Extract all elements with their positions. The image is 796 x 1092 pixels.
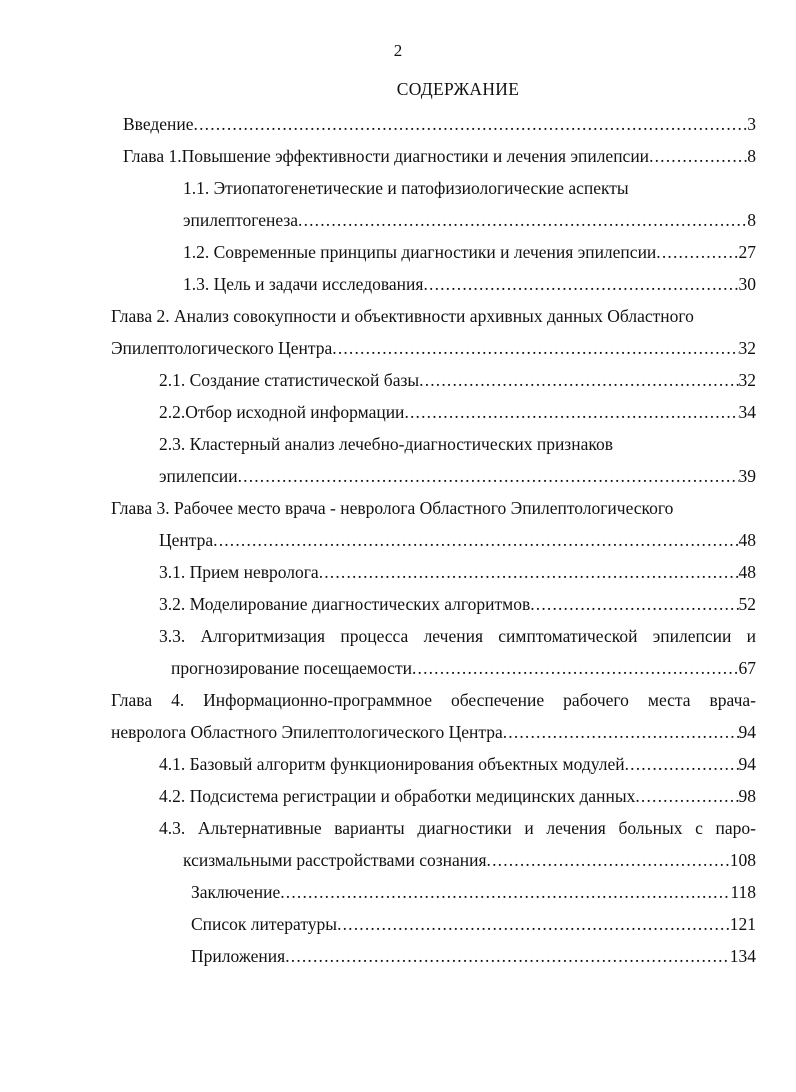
page-number: 2 — [393, 41, 403, 60]
toc-entry-2-2 — [159, 401, 756, 423]
toc-entry-3-3 — [171, 657, 756, 679]
dot-leader — [635, 785, 738, 807]
toc-entry-text: Список литературы — [191, 914, 338, 934]
toc-entry-text: эпилептогенеза — [183, 210, 299, 230]
toc-entry-conclusion — [191, 881, 756, 903]
toc-entry-page: 94 — [738, 722, 756, 742]
dot-leader — [625, 753, 739, 775]
dot-leader — [285, 945, 730, 967]
dot-leader — [423, 273, 738, 295]
toc-entry-2-3-line1: 2.3. Кластерный анализ лечебно-диагностических признаков — [159, 434, 613, 454]
toc-entry-page: 39 — [738, 466, 756, 486]
toc-entry-page: 34 — [738, 402, 756, 422]
dot-leader — [332, 337, 738, 359]
toc-entry-1-1-line1: 1.1. Этиопатогенетические и патофизиологические аспекты — [183, 178, 629, 198]
toc-entry-text: 3.1. Прием невролога — [159, 562, 319, 582]
toc-entry-1-1 — [183, 209, 756, 231]
toc-entry-2-1 — [159, 369, 756, 391]
dot-leader — [194, 113, 748, 135]
toc-entry-3-1 — [159, 561, 756, 583]
toc-entry-text: 2.1. Создание статистической базы — [159, 370, 420, 390]
toc-entry-page: 52 — [738, 594, 756, 614]
toc-entry-chapter-3 — [159, 529, 756, 551]
toc-entry-chapter-2-line1: Глава 2. Анализ совокупности и объективности архивных данных Областного — [111, 306, 694, 326]
toc-entry-text: Введение — [123, 114, 194, 134]
toc-entry-chapter-1 — [123, 145, 756, 167]
toc-entry-text: Приложения — [191, 946, 286, 966]
toc-entry-text: прогнозирование посещаемости — [171, 658, 412, 678]
toc-entry-text: 1.2. Современные принципы диагностики и лечения эпилепсии — [183, 242, 657, 262]
dot-leader — [319, 561, 739, 583]
toc-entry-page: 121 — [729, 914, 756, 934]
toc-entry-4-3 — [183, 849, 756, 871]
toc-entry-page: 48 — [738, 530, 756, 550]
toc-entry-1-3 — [183, 273, 756, 295]
toc-entry-page: 32 — [738, 338, 756, 358]
toc-entry-page: 118 — [730, 882, 756, 902]
toc-entry-1-2 — [183, 241, 756, 263]
dot-leader — [238, 465, 739, 487]
dot-leader — [656, 241, 738, 263]
toc-entry-chapter-3-line1: Глава 3. Рабочее место врача - невролога Областного Эпилептологического — [111, 498, 674, 518]
toc-entry-chapter-4 — [111, 721, 756, 743]
toc-entry-text: 4.1. Базовый алгоритм функционирования объектных модулей — [159, 754, 625, 774]
toc-entry-page: 67 — [738, 658, 756, 678]
toc-entry-page: 94 — [738, 754, 756, 774]
toc-entry-text: невролога Областного Эпилептологического Центра — [111, 722, 503, 742]
toc-entry-text: 1.3. Цель и задачи исследования — [183, 274, 424, 294]
toc-entry-page: 30 — [738, 274, 756, 294]
toc-entry-4-3-line1: 4.3. Альтернативные варианты диагностики и лечения больных с паро- — [159, 818, 756, 838]
toc-entry-text: эпилепсии — [159, 466, 238, 486]
toc-entry-chapter-4-line1: Глава 4. Информационно-программное обеспечение рабочего места врача- — [111, 690, 756, 710]
dot-leader — [412, 657, 739, 679]
toc-entry-page: 8 — [747, 210, 756, 230]
toc-entry-intro — [123, 113, 756, 135]
dot-leader — [213, 529, 738, 551]
dot-leader — [298, 209, 747, 231]
toc-entry-page: 108 — [729, 850, 756, 870]
toc-entry-text: Центра — [159, 530, 214, 550]
toc-entry-2-3 — [159, 465, 756, 487]
toc-entry-chapter-2 — [111, 337, 756, 359]
toc-entry-page: 3 — [747, 114, 756, 134]
dot-leader — [280, 881, 730, 903]
dot-leader — [337, 913, 730, 935]
dot-leader — [419, 369, 738, 391]
toc-entry-3-3-line1: 3.3. Алгоритмизация процесса лечения симптоматической эпилепсии и — [159, 626, 756, 646]
toc-entry-4-2 — [159, 785, 756, 807]
toc-entry-text: Эпилептологического Центра — [111, 338, 333, 358]
toc-entry-3-2 — [159, 593, 756, 615]
toc-entry-4-1 — [159, 753, 756, 775]
toc-entry-text: Заключение — [191, 882, 281, 902]
toc-entry-page: 27 — [738, 242, 756, 262]
dot-leader — [487, 849, 730, 871]
toc-entry-text: ксизмальными расстройствами сознания — [183, 850, 487, 870]
toc-entry-page: 134 — [729, 946, 756, 966]
toc-entry-page: 8 — [747, 146, 756, 166]
toc-entry-page: 32 — [738, 370, 756, 390]
dot-leader — [404, 401, 738, 423]
toc-title: СОДЕРЖАНИЕ — [396, 79, 520, 99]
toc-entry-page: 98 — [738, 786, 756, 806]
toc-entry-text: Глава 1.Повышение эффективности диагностики и лечения эпилепсии — [123, 146, 650, 166]
toc-entry-text: 2.2.Отбор исходной информации — [159, 402, 405, 422]
toc-entry-text: 3.2. Моделирование диагностических алгоритмов — [159, 594, 531, 614]
dot-leader — [530, 593, 738, 615]
toc-entry-text: 4.2. Подсистема регистрации и обработки медицинских данных — [159, 786, 636, 806]
dot-leader — [649, 145, 747, 167]
toc-entry-appendices — [191, 945, 756, 967]
toc-entry-references — [191, 913, 756, 935]
dot-leader — [503, 721, 739, 743]
toc-entry-page: 48 — [738, 562, 756, 582]
